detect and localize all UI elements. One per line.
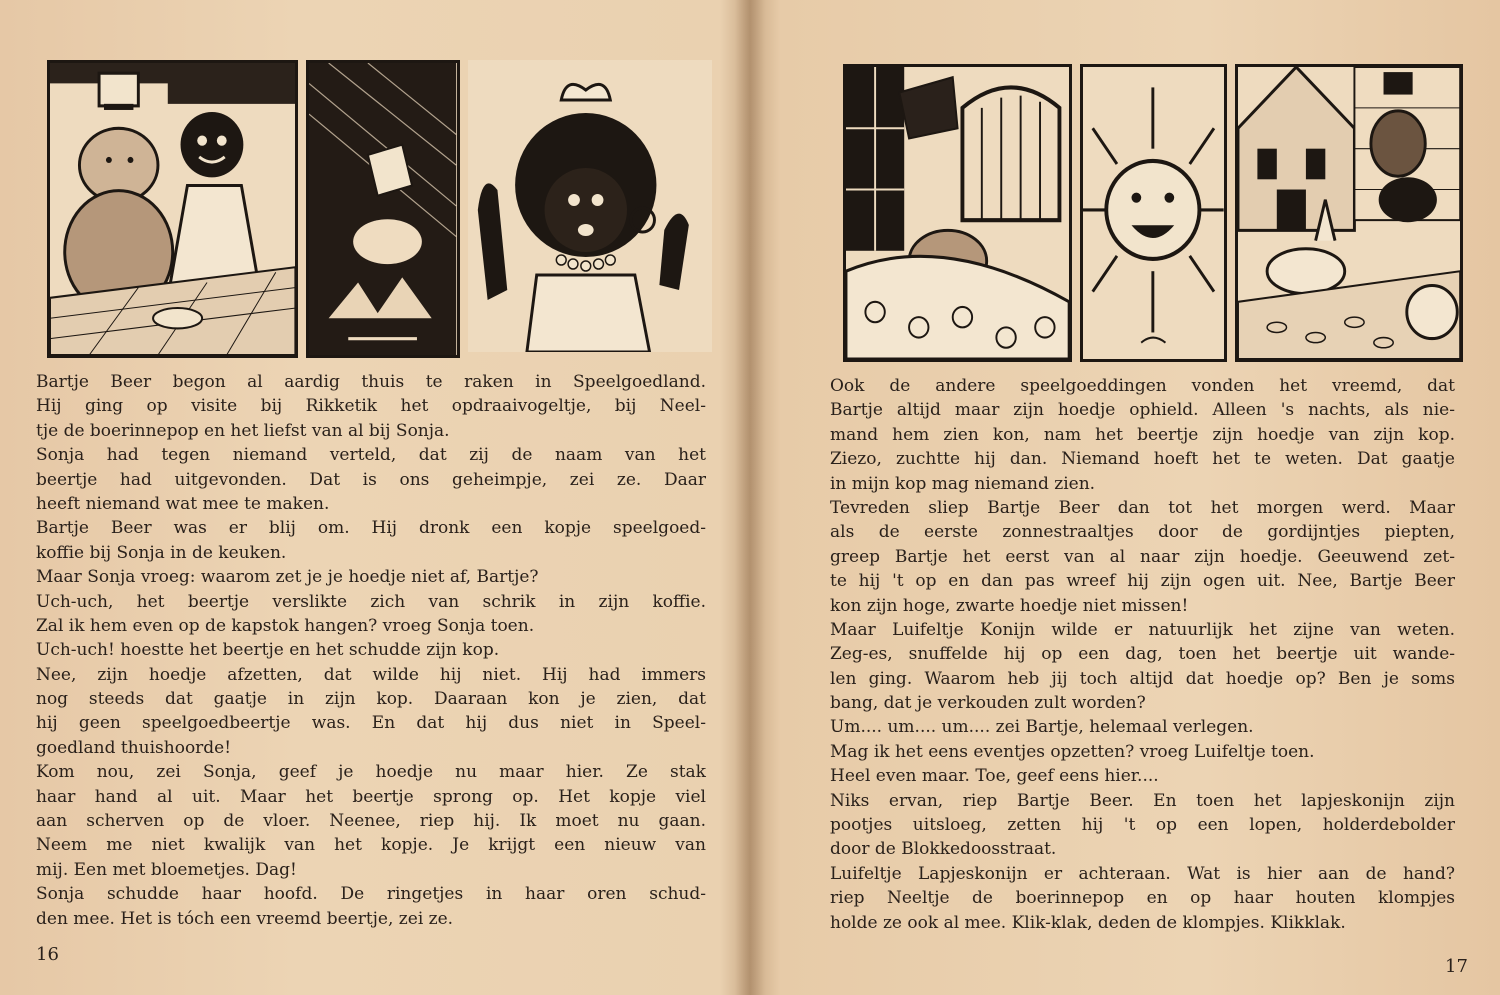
- text-line: den mee. Het is tóch een vreemd beertje, zei ze.: [36, 908, 454, 929]
- left-illustration-strip: [47, 60, 712, 352]
- text-line: greep Bartje het eerst van al naar zijn hoedje. Geeuwend zet-: [830, 546, 1455, 567]
- text-line: Kom nou, zei Sonja, geef je hoedje nu maar hier. Ze stak: [36, 762, 706, 783]
- text-line: Tevreden sliep Bartje Beer dan tot het morgen werd. Maar: [830, 497, 1455, 518]
- page-number-left: 16: [36, 944, 59, 965]
- right-illustration-strip: [843, 64, 1463, 356]
- text-line: goedland thuishoorde!: [36, 737, 232, 758]
- falling-teacup-illustration: [306, 60, 459, 358]
- right-page: [750, 0, 1500, 995]
- text-line: Luifeltje Lapjeskonijn er achteraan. Wat is hier aan de hand?: [830, 863, 1455, 884]
- page-number-right: 17: [1445, 956, 1468, 977]
- left-page-text: [36, 370, 706, 931]
- bear-sleeping-in-bed-illustration: [843, 64, 1072, 362]
- text-line: Bartje Beer was er blij om. Hij dronk een kopje speelgoed-: [36, 518, 706, 539]
- smiling-sun-illustration: [1080, 64, 1227, 362]
- text-line: Uch-uch! hoestte het beertje en het schudde zijn kop.: [36, 640, 500, 661]
- text-line: mand hem zien kon, nam het beertje zijn hoedje van zijn kop.: [830, 424, 1455, 445]
- text-line: Um.... um.... um.... zei Bartje, helemaal verlegen.: [830, 717, 1254, 738]
- text-line: holde ze ook al mee. Klik-klak, deden de klompjes. Klikklak.: [830, 912, 1346, 933]
- text-line: Bartje Beer begon al aardig thuis te raken in Speelgoedland.: [36, 372, 706, 392]
- text-line: haar hand al uit. Maar het beertje sprong op. Het kopje viel: [36, 786, 706, 807]
- text-line: Heel even maar. Toe, geef eens hier....: [830, 766, 1159, 787]
- text-line: in mijn kop mag niemand zien.: [830, 473, 1096, 494]
- text-line: beertje had uitgevonden. Dat is ons geheimpje, zei ze. Daar: [36, 469, 706, 490]
- text-line: door de Blokkedoosstraat.: [830, 839, 1057, 860]
- text-line: Nee, zijn hoedje afzetten, dat wilde hij niet. Hij had immers: [36, 664, 706, 685]
- text-line: tje de boerinnepop en het liefst van al bij Sonja.: [36, 420, 450, 441]
- text-line: Uch-uch, het beertje verslikte zich van schrik in zijn koffie.: [36, 591, 706, 612]
- text-line: Zal ik hem even op de kapstok hangen? vroeg Sonja toen.: [36, 615, 535, 636]
- text-line: Bartje altijd maar zijn hoedje ophield. Alleen 's nachts, als nie-: [830, 400, 1455, 421]
- text-line: te hij 't op en dan pas wreef hij zijn ogen uit. Nee, Bartje Beer: [830, 571, 1455, 592]
- text-line: koffie bij Sonja in de keuken.: [36, 542, 287, 563]
- text-line: hij geen speelgoedbeertje was. En dat hij dus niet in Speel-: [36, 713, 706, 734]
- right-page-text: [830, 374, 1455, 935]
- text-line: Ook de andere speelgoeddingen vonden het vreemd, dat: [830, 376, 1455, 396]
- bear-running-street-illustration: [1235, 64, 1463, 362]
- text-line: pootjes uitsloeg, zetten hij 't op een lopen, holderdebolder: [830, 815, 1455, 836]
- text-line: riep Neeltje de boerinnepop en op haar houten klompjes: [830, 888, 1455, 909]
- text-line: kon zijn hoge, zwarte hoedje niet missen!: [830, 595, 1189, 616]
- text-line: Niks ervan, riep Bartje Beer. En toen het lapjeskonijn zijn: [830, 790, 1455, 811]
- text-line: bang, dat je verkouden zult worden?: [830, 693, 1146, 714]
- text-line: Hij ging op visite bij Rikketik het opdraaivogeltje, bij Neel-: [36, 396, 706, 417]
- text-line: Neem me niet kwalijk van het kopje. Je krijgt een nieuw van: [36, 835, 706, 856]
- text-line: Maar Luifeltje Konijn wilde er natuurlijk het zijne van weten.: [830, 619, 1455, 640]
- text-line: len ging. Waarom heb jij toch altijd dat hoedje op? Ben je soms: [830, 668, 1455, 689]
- text-line: Maar Sonja vroeg: waarom zet je je hoedje niet af, Bartje?: [36, 567, 539, 588]
- text-line: Sonja had tegen niemand verteld, dat zij de naam van het: [36, 445, 706, 466]
- text-line: Sonja schudde haar hoofd. De ringetjes in haar oren schud-: [36, 884, 706, 905]
- text-line: nog steeds dat gaatje in zijn kop. Daaraan kon je zien, dat: [36, 689, 706, 710]
- text-line: aan scherven op de vloer. Neenee, riep hij. Ik moet nu gaan.: [36, 811, 706, 832]
- doll-sonja-portrait-illustration: [468, 60, 712, 352]
- text-line: Mag ik het eens eventjes opzetten? vroeg Luifeltje toen.: [830, 741, 1315, 762]
- text-line: als de eerste zonnestraaltjes door de gordijntjes piepten,: [830, 522, 1455, 543]
- text-line: mij. Een met bloemetjes. Dag!: [36, 859, 297, 880]
- bear-and-doll-at-table-illustration: [47, 60, 298, 358]
- text-line: heeft niemand wat mee te maken.: [36, 493, 330, 514]
- text-line: Ziezo, zuchtte hij dan. Niemand hoeft het te weten. Dat gaatje: [830, 449, 1455, 470]
- text-line: Zeg-es, snuffelde hij op een dag, toen het beertje uit wande-: [830, 644, 1455, 665]
